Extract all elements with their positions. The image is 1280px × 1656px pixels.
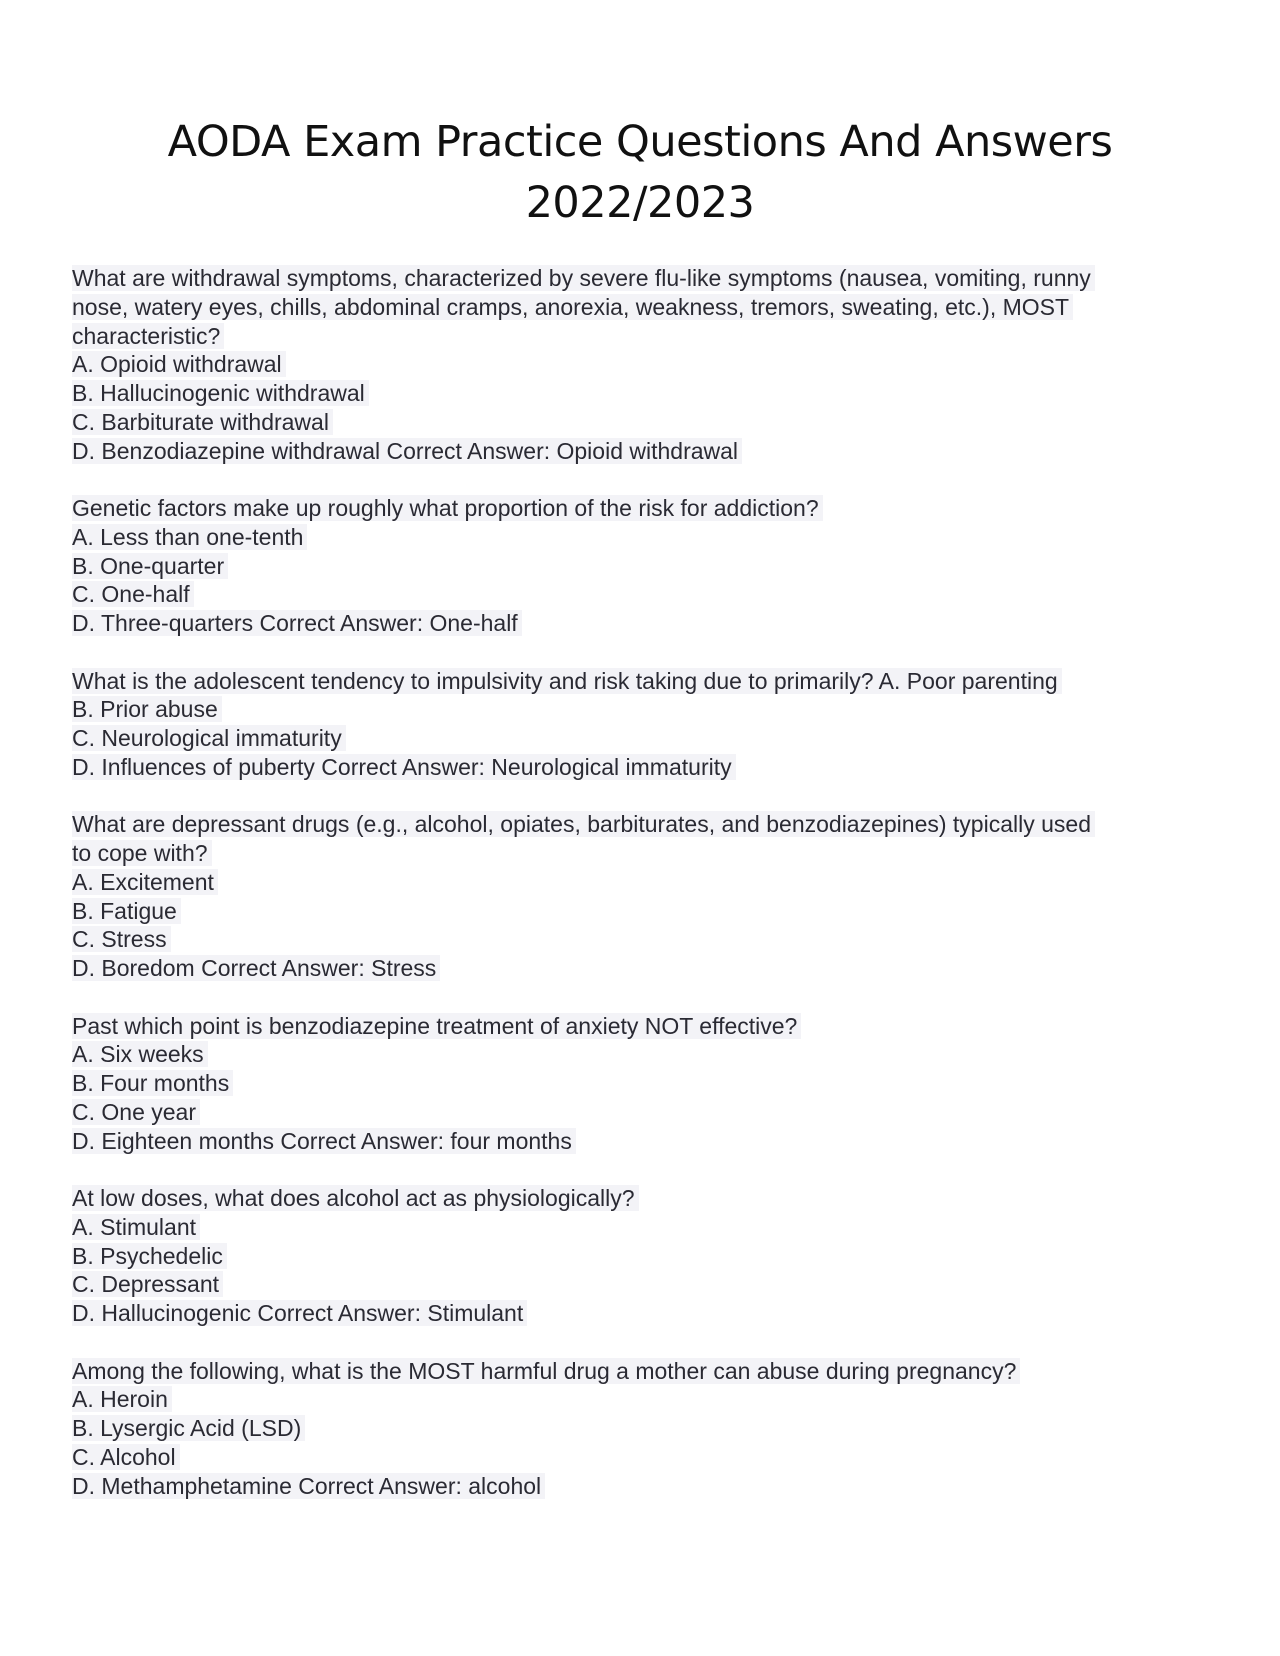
answer-option[interactable]: A. Less than one-tenth [72,524,307,550]
question-block-6 [72,1184,1202,1328]
question-text[interactable]: Genetic factors make up roughly what proportion of the risk for addiction? [72,495,823,521]
question-text[interactable]: What are withdrawal symptoms, characterized by severe flu-like symptoms (nausea, vomiting, runny [72,265,1095,291]
question-text[interactable]: Past which point is benzodiazepine treatment of anxiety NOT effective? [72,1013,801,1039]
answer-option[interactable]: B. Prior abuse [72,696,222,722]
answer-option[interactable]: A. Six weeks [72,1041,208,1067]
answer-option-with-correct-answer[interactable]: D. Hallucinogenic Correct Answer: Stimulant [72,1300,527,1326]
answer-option[interactable]: C. Stress [72,926,171,952]
answer-option[interactable]: B. Fatigue [72,898,181,924]
answer-option-with-correct-answer[interactable]: D. Eighteen months Correct Answer: four months [72,1128,576,1154]
answer-option[interactable]: A. Heroin [72,1386,172,1412]
question-block-1 [72,264,1202,466]
answer-option[interactable]: C. One year [72,1099,200,1125]
question-list [72,264,1202,1529]
answer-option[interactable]: C. Neurological immaturity [72,725,346,751]
question-text[interactable]: to cope with? [72,840,212,866]
document-title [0,112,1280,234]
answer-option[interactable]: B. Psychedelic [72,1243,227,1269]
question-block-4 [72,810,1202,983]
document-title-line-2: 2022/2023 [525,178,755,228]
answer-option[interactable]: C. Depressant [72,1271,223,1297]
answer-option-with-correct-answer[interactable]: D. Boredom Correct Answer: Stress [72,955,440,981]
question-block-7 [72,1357,1202,1501]
question-block-2 [72,494,1202,638]
answer-option-with-correct-answer[interactable]: D. Influences of puberty Correct Answer: Neurological immaturity [72,754,736,780]
answer-option[interactable]: A. Stimulant [72,1214,200,1240]
answer-option[interactable]: C. Alcohol [72,1444,180,1470]
answer-option[interactable]: B. One-quarter [72,553,228,579]
question-text[interactable]: At low doses, what does alcohol act as physiologically? [72,1185,639,1211]
answer-option[interactable]: B. Four months [72,1070,233,1096]
answer-option-with-correct-answer[interactable]: D. Three-quarters Correct Answer: One-half [72,610,522,636]
answer-option-with-correct-answer[interactable]: D. Benzodiazepine withdrawal Correct Answer: Opioid withdrawal [72,438,742,464]
question-text[interactable]: nose, watery eyes, chills, abdominal cramps, anorexia, weakness, tremors, sweating, etc.), MOST [72,294,1073,320]
answer-option[interactable]: C. Barbiturate withdrawal [72,409,333,435]
question-block-5 [72,1012,1202,1156]
answer-option[interactable]: B. Lysergic Acid (LSD) [72,1415,305,1441]
question-text[interactable]: characteristic? [72,323,224,349]
question-text[interactable]: Among the following, what is the MOST harmful drug a mother can abuse during pregnancy? [72,1358,1020,1384]
answer-option[interactable]: B. Hallucinogenic withdrawal [72,380,369,406]
answer-option[interactable]: A. Excitement [72,869,218,895]
document-title-line-1: AODA Exam Practice Questions And Answers [167,117,1113,167]
answer-option-with-correct-answer[interactable]: D. Methamphetamine Correct Answer: alcohol [72,1473,545,1499]
question-text[interactable]: What are depressant drugs (e.g., alcohol, opiates, barbiturates, and benzodiazepines) typically used [72,811,1095,837]
question-text[interactable]: What is the adolescent tendency to impulsivity and risk taking due to primarily? A. Poor parenting [72,668,1062,694]
question-block-3 [72,667,1202,782]
answer-option[interactable]: A. Opioid withdrawal [72,351,286,377]
answer-option[interactable]: C. One-half [72,581,194,607]
